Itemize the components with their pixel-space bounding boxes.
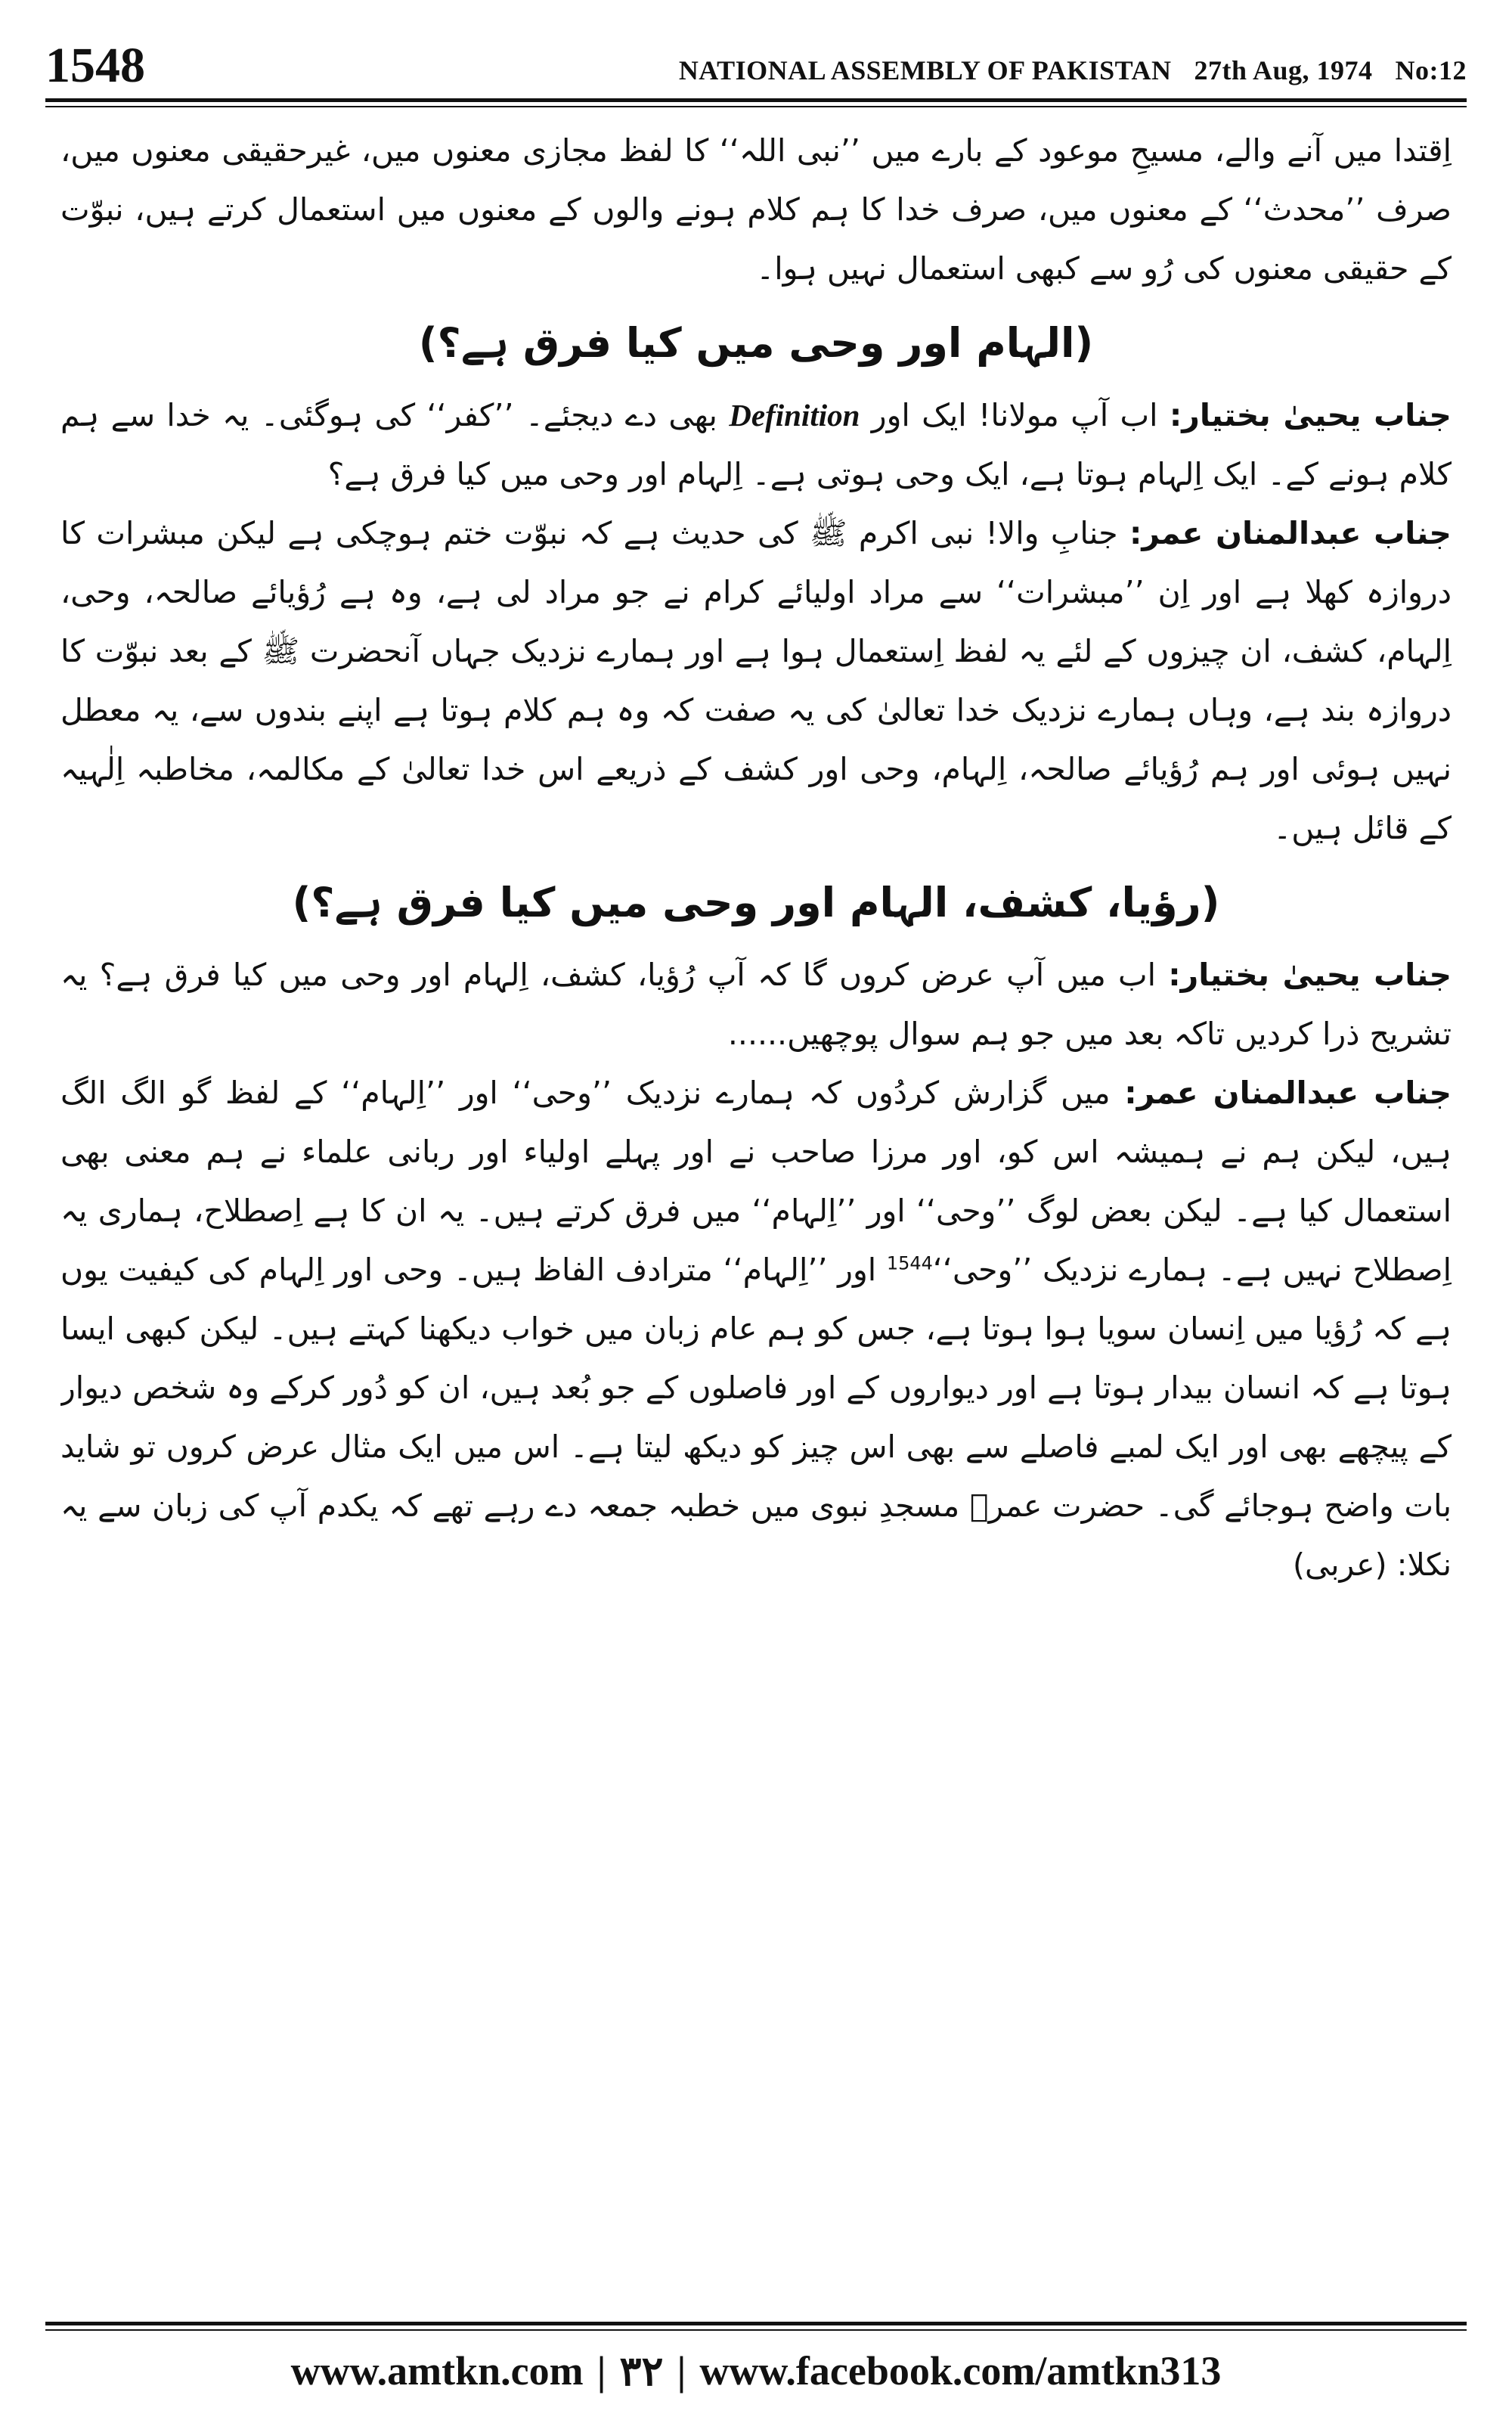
speech-text: اب میں آپ عرض کروں گا کہ آپ رُؤیا، کشف، اِلہام اور وحی میں کیا فرق ہے؟ یہ تشریح ذرا کردیں تاکہ بعد میں جو ہم سوال پوچھیں...... <box>60 957 1452 1052</box>
facebook-link[interactable]: www.facebook.com/amtkn313 <box>699 2348 1222 2394</box>
footer-rule <box>45 2322 1467 2325</box>
header-rule <box>45 98 1467 102</box>
speaker-name: جناب یحییٰ بختیار: <box>1168 957 1452 993</box>
speech-text: اب آپ مولانا! ایک اور <box>871 397 1158 433</box>
header-rule-thin <box>45 106 1467 107</box>
original-page-marker: 1544 <box>886 1252 933 1274</box>
page-number: 1548 <box>45 38 145 93</box>
separator: | <box>677 2348 686 2394</box>
paragraph-3 <box>60 504 1452 858</box>
header-info <box>656 54 1467 91</box>
speaker-name: جناب عبدالمنان عمر: <box>1129 515 1452 551</box>
page-footer <box>45 2337 1467 2405</box>
paragraph-1: اِقتدا میں آنے والے، مسیحِ موعود کے بارے میں ’’نبی اللہ‘‘ کا لفظ مجازی معنوں میں، غیرحقیقی معنوں میں، صرف ’’محدث‘‘ کے معنوں میں، صرف خدا کا ہم کلام ہونے والوں کے معنوں میں استعمال کرتے ہیں، نبوّت کے حقیقی معنوں کی رُو سے کبھی استعمال نہیں ہوا۔ <box>60 132 1452 287</box>
separator: | <box>596 2348 606 2394</box>
paragraph-2 <box>60 386 1452 504</box>
speech-text: جنابِ والا! نبی اکرم ﷺ کی حدیث ہے کہ نبوّت ختم ہوچکی ہے لیکن مبشرات کا دروازہ کھلا ہے اور اِن ’’مبشرات‘‘ سے مراد اولیائے کرام نے جو مراد لی ہے، وہ ہے رُؤیائے صالحہ، وحی، اِلہام، کشف، ان چیزوں کے لئے یہ لفظ اِستعمال ہوا ہے اور ہمارے نزدیک جہاں آنحضرت ﷺ کے بعد نبوّت کا دروازہ بند ہے، وہاں ہمارے نزدیک خدا تعالیٰ کی یہ صفت کہ وہ ہم کلام ہوتا ہے اپنے بندوں سے، یہ معطل نہیں ہوئی اور ہم رُؤیائے صالحہ، اِلہام، وحی اور کشف کے ذریعے اس خدا تعالیٰ کے مکالمہ، مخاطبہ اِلٰہیہ کے قائل ہیں۔ <box>60 515 1452 846</box>
assembly-name: NATIONAL ASSEMBLY OF PAKISTAN <box>678 55 1172 85</box>
session-date: 27th Aug, 1974 <box>1194 55 1373 85</box>
speech-text: بھی دے دیجئے۔ ’’کفر‘‘ کی ہوگئی۔ یہ خدا سے ہم کلام ہونے کے۔ ایک اِلہام ہوتا ہے، ایک وحی ہوتی ہے۔ اِلہام اور وحی میں کیا فرق ہے؟ <box>60 397 1452 492</box>
document-body <box>60 121 1452 2216</box>
footer-rule-thin <box>45 2329 1467 2331</box>
speaker-name: جناب یحییٰ بختیار: <box>1169 397 1452 433</box>
speech-text: میں گزارش کردُوں کہ ہمارے نزدیک ’’وحی‘‘ اور ’’اِلہام‘‘ کے لفظ گو الگ الگ ہیں، لیکن ہم نے ہمیشہ اس کو، اور مرزا صاحب نے اور پہلے اولیاء اور ربانی علماء نے ہم معنی بھی استعمال کیا ہے۔ لیکن بعض لوگ ’’وحی‘‘ اور ’’اِلہام‘‘ میں فرق کرتے ہیں۔ یہ ان کا ہے اِصطلاح، ہماری یہ اِصطلاح نہیں ہے۔ ہمارے نزدیک ’’وحی‘‘ <box>60 1075 1452 1288</box>
speech-text: اور ’’اِلہام‘‘ مترادف الفاظ ہیں۔ وحی اور اِلہام کی کیفیت یوں ہے کہ رُؤیا میں اِنسان سویا ہوا ہوتا ہے، جس کو ہم عام زبان میں خواب دیکھنا کہتے ہیں۔ لیکن کبھی ایسا ہوتا ہے کہ انسان بیدار ہوتا ہے اور دیواروں کے اور فاصلوں کے جو بُعد ہیں، ان کو دُور کرکے وہ شخص دیوار کے پیچھے بھی اور ایک لمبے فاصلے سے بھی اس چیز کو دیکھ لیتا ہے۔ اس میں ایک مثال عرض کروں تو شاید بات واضح ہوجائے گی۔ حضرت عمرؓ مسجدِ نبوی میں خطبہ جمعہ دے رہے تھے کہ یکدم آپ کی زبان سے یہ نکلا: (عربی) <box>60 1252 1452 1583</box>
paragraph-4 <box>60 945 1452 1063</box>
paragraph-5 <box>60 1063 1452 1594</box>
section-heading-2: (رؤیا، کشف، الہام اور وحی میں کیا فرق ہے؟) <box>292 879 1220 926</box>
page-header <box>45 23 1467 91</box>
urdu-page-number: ۳۲ <box>619 2348 664 2394</box>
section-heading-1: (الہام اور وحی میں کیا فرق ہے؟) <box>418 319 1094 367</box>
english-term: Definition <box>729 398 860 433</box>
speaker-name: جناب عبدالمنان عمر: <box>1124 1075 1452 1111</box>
session-number: No:12 <box>1395 55 1467 85</box>
website-link[interactable]: www.amtkn.com <box>290 2348 584 2394</box>
